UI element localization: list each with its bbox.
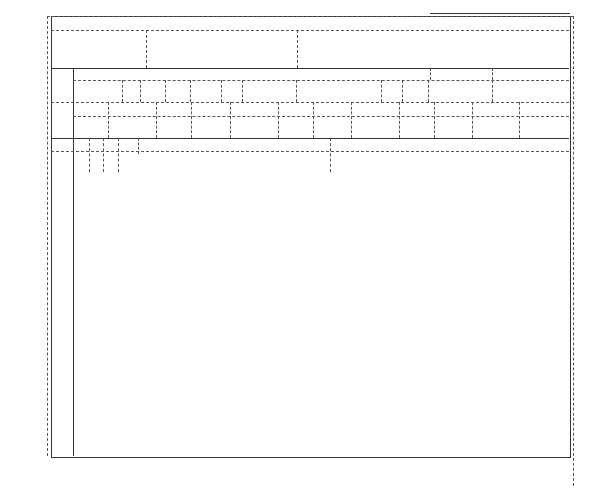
m01-mid-line [73, 80, 569, 81]
m03-div [278, 102, 279, 138]
a-div-5 [330, 138, 331, 172]
m02-div-3 [165, 80, 166, 102]
m02-div-2 [140, 80, 141, 102]
m03-mid [73, 116, 569, 117]
m01-div-b [492, 68, 493, 80]
m03-div [313, 102, 314, 138]
form-frame [51, 16, 571, 458]
m02-div-11 [492, 80, 493, 102]
m02-div-7 [296, 80, 297, 102]
m02-div-10 [428, 80, 429, 102]
label-col-line [73, 68, 74, 456]
m03-div [434, 102, 435, 138]
m03-div [519, 102, 520, 138]
a-bottom [51, 151, 569, 152]
title-underline [430, 13, 570, 14]
header-div-1 [146, 30, 147, 68]
m02-bottom [51, 102, 569, 103]
a-div-1 [89, 138, 90, 172]
m02-div-6 [242, 80, 243, 102]
header-line-1 [51, 30, 569, 31]
m03-div [399, 102, 400, 138]
m02-div-8 [381, 80, 382, 102]
m03-div [191, 102, 192, 138]
m02-div-9 [402, 80, 403, 102]
m03-div [351, 102, 352, 138]
m01-div-a [430, 68, 431, 80]
right-dash [573, 16, 574, 486]
m02-div-5 [221, 80, 222, 102]
m03-bottom [51, 138, 569, 139]
a-div-3 [118, 138, 119, 172]
m03-div [156, 102, 157, 138]
top-dash [47, 16, 573, 17]
m03-div [472, 102, 473, 138]
m03-div [108, 102, 109, 138]
a-div-2 [103, 138, 104, 172]
m03-div [230, 102, 231, 138]
header-div-2 [297, 30, 298, 68]
left-dash [47, 16, 48, 456]
m02-div-1 [122, 80, 123, 102]
m02-div-4 [190, 80, 191, 102]
